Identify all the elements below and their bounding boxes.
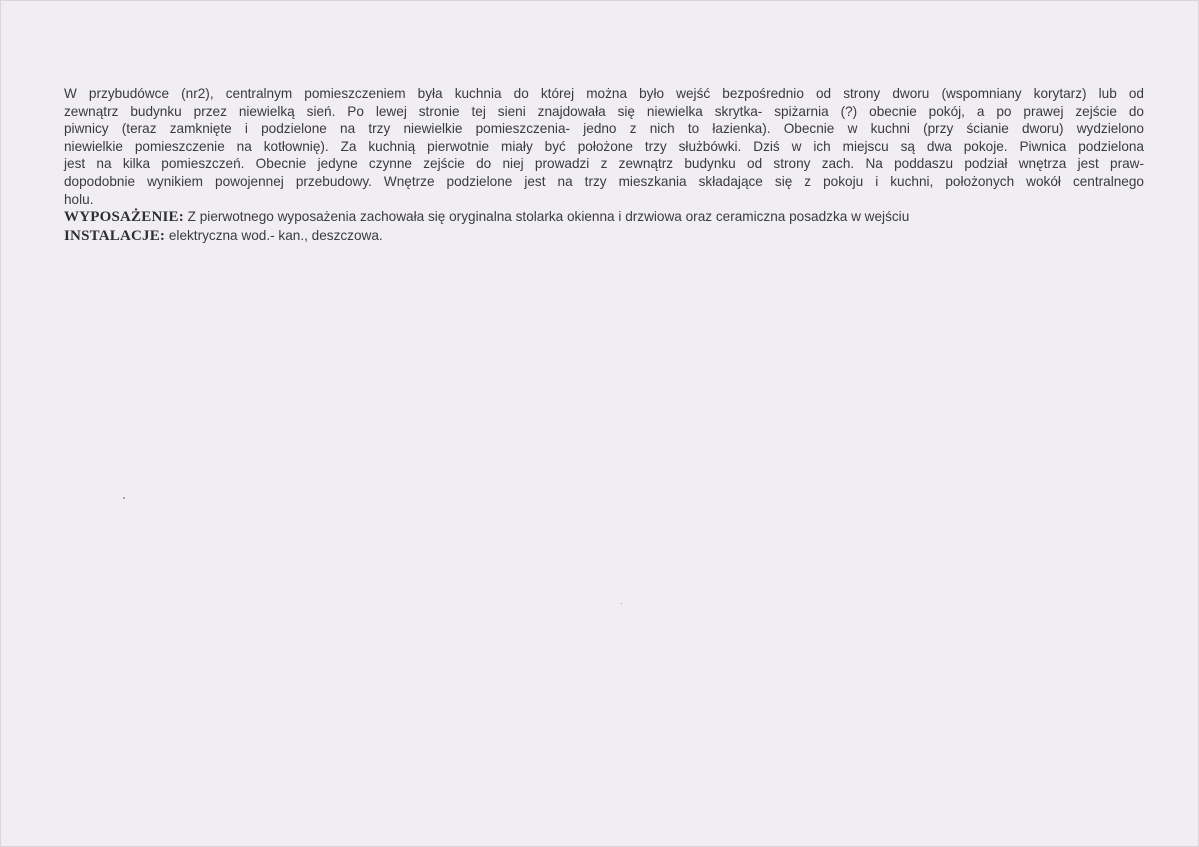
paragraph-line: zewnątrz budynku przez niewielką sień. Po lewej stronie tej sieni znajdowała się niewielka skrytka- spiżarnia (?) obecnie pokój, a po prawej zejście do <box>64 103 1144 119</box>
paragraph-line: dopodobnie wynikiem powojennej przebudowy. Wnętrze podzielone jest na trzy mieszkania składające się z pokoju i kuchni, położonych wokół centralnego <box>64 173 1144 189</box>
instalacje-section <box>64 227 1144 246</box>
paragraph-line: jest na kilka pomieszczeń. Obecnie jedyne czynne zejście do niej prowadzi z zewnątrz budynku od strony zach. Na poddaszu podział wnętrza jest praw- <box>64 156 1144 172</box>
instalacje-text: elektryczna wod.- kan., deszczowa. <box>168 227 383 243</box>
wyposazenie-text: Z pierwotnego wyposażenia zachowała się oryginalna stolarka okienna i drzwiowa oraz ceramiczna posadzka w wejściu <box>187 209 910 225</box>
paragraph-line: piwnicy (teraz zamknięte i podzielone na trzy niewielkie pomieszczenia- jedno z nich to łazienka). Obecnie w kuchni (przy ścianie dworu) wydzielono <box>64 121 1144 137</box>
instalacje-label: INSTALACJE: <box>64 227 166 244</box>
wyposazenie-section <box>64 208 1144 227</box>
paragraph-line: W przybudówce (nr2), centralnym pomieszczeniem była kuchnia do której można było wejść bezpośrednio od strony dworu (wspomniany korytarz) lub od <box>64 86 1144 101</box>
document-text <box>64 85 1144 245</box>
paragraph-line: holu. <box>64 191 94 207</box>
paper-speck <box>621 603 622 604</box>
paragraph-line: niewielkie pomieszczenie na kotłownię). Za kuchnią pierwotnie miały być położone trzy służbówki. Dziś w ich miejscu są dwa pokoje. Piwnica podzielona <box>64 138 1144 154</box>
wyposazenie-label: WYPOSAŻENIE: <box>64 209 184 226</box>
paper-speck <box>123 497 125 499</box>
description-paragraph <box>64 85 1144 208</box>
